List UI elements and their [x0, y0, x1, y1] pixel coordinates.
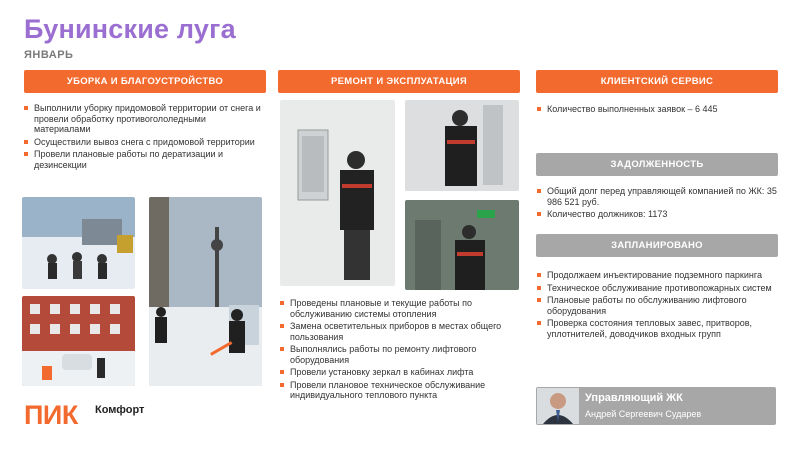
photo-elevator-repair — [405, 200, 519, 290]
repair-list — [280, 298, 520, 403]
cleaning-header: УБОРКА И БЛАГОУСТРОЙСТВО — [24, 70, 266, 93]
list-item: Выполнялись работы по ремонту лифтового оборудования — [280, 344, 520, 365]
photo-elevator-mirror — [405, 100, 519, 191]
debt-header: ЗАДОЛЖЕННОСТЬ — [536, 153, 778, 176]
service-header: КЛИЕНТСКИЙ СЕРВИС — [536, 70, 778, 93]
planned-header: ЗАПЛАНИРОВАНО — [536, 234, 778, 257]
list-item: Техническое обслуживание противопожарных систем — [537, 283, 777, 294]
photo-snow-cleaning-yard — [22, 197, 135, 289]
list-item: Количество должников: 1173 — [537, 209, 777, 220]
service-list — [537, 104, 777, 117]
list-item: Провели плановое техническое обслуживание индивидуального теплового пункта — [280, 380, 520, 401]
logo-subtitle: Комфорт — [95, 404, 145, 416]
list-item: Плановые работы по обслуживанию лифтового оборудования — [537, 295, 777, 316]
manager-title: Управляющий ЖК — [585, 392, 683, 404]
photo-worker-shoveling — [149, 197, 262, 386]
list-item: Количество выполненных заявок – 6 445 — [537, 104, 777, 115]
list-item: Выполнили уборку придомовой территории от снега и провели обработку противогололедными материалами — [24, 103, 264, 135]
list-item: Замена осветительных приборов в местах общего пользования — [280, 321, 520, 342]
photo-snow-removal-building — [22, 296, 135, 386]
page-title: Бунинские луга — [24, 14, 236, 44]
cleaning-list — [24, 103, 264, 172]
debt-list — [537, 186, 777, 222]
manager-avatar — [537, 388, 579, 424]
manager-name: Андрей Сергеевич Сударев — [585, 409, 702, 419]
list-item: Продолжаем инъектирование подземного паркинга — [537, 270, 777, 281]
list-item: Проверка состояния тепловых завес, притворов, уплотнителей, доводчиков входных групп — [537, 318, 777, 339]
list-item: Общий долг перед управляющей компанией по ЖК: 35 986 521 руб. — [537, 186, 777, 207]
list-item: Проведены плановые и текущие работы по обслуживанию системы отопления — [280, 298, 520, 319]
planned-list — [537, 270, 777, 341]
list-item: Осуществили вывоз снега с придомовой территории — [24, 137, 264, 148]
photo-heating-panel-worker — [280, 100, 395, 286]
list-item: Провели установку зеркал в кабинах лифта — [280, 367, 520, 378]
repair-header: РЕМОНТ И ЭКСПЛУАТАЦИЯ — [278, 70, 520, 93]
list-item: Провели плановые работы по дератизации и дезинсекции — [24, 149, 264, 170]
page-subtitle: ЯНВАРЬ — [24, 49, 74, 61]
pik-logo: ПИК — [24, 400, 78, 430]
